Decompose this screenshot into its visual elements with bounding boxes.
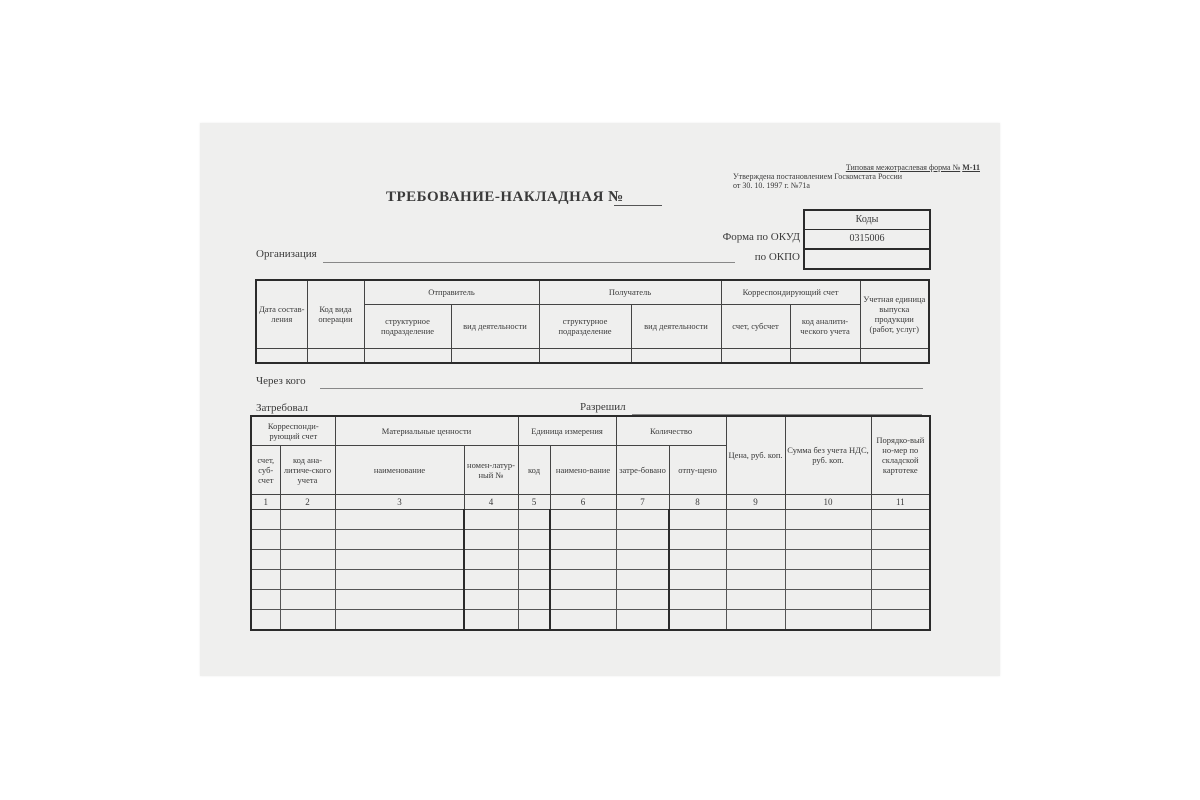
details-cell[interactable]: [451, 348, 539, 363]
col-card-no: Порядко-вый но-мер по складской картотеке: [871, 416, 930, 494]
material-cell[interactable]: [518, 549, 550, 569]
material-cell[interactable]: [785, 609, 871, 630]
material-row: [251, 549, 930, 569]
material-cell[interactable]: [550, 589, 616, 609]
material-cell[interactable]: [280, 589, 335, 609]
okud-label: Форма по ОКУД: [722, 231, 800, 243]
materials-rows: [251, 509, 930, 630]
form-type-caption: [785, 163, 980, 172]
column-numbers-row: [251, 494, 930, 509]
material-cell[interactable]: [280, 529, 335, 549]
receiver-struct-div: структурное подразделение: [539, 304, 631, 348]
material-cell[interactable]: [669, 549, 726, 569]
through-field[interactable]: [320, 387, 923, 389]
col-unit-measure: Единица измерения: [518, 416, 616, 445]
material-cell[interactable]: [726, 509, 785, 529]
material-cell[interactable]: [616, 569, 669, 589]
material-cell[interactable]: [550, 509, 616, 529]
material-cell[interactable]: [464, 609, 518, 630]
col-sender: Отправитель: [364, 280, 539, 304]
col-account: счет, суб-счет: [251, 445, 280, 494]
material-cell[interactable]: [335, 589, 464, 609]
material-cell[interactable]: [726, 529, 785, 549]
material-cell[interactable]: [669, 529, 726, 549]
material-cell[interactable]: [335, 509, 464, 529]
requested-label: Затребовал: [256, 402, 309, 414]
approval-line-2: от 30. 10. 1997 г. №71а: [733, 181, 810, 190]
col-corr-account: Корреспонди-рующий счет: [251, 416, 335, 445]
column-number: 5: [518, 494, 550, 509]
column-number: 1: [251, 494, 280, 509]
col-nomenclature: номен-латур-ный №: [464, 445, 518, 494]
col-code: код: [518, 445, 550, 494]
corr-analytic: код аналити-ческого учета: [790, 304, 860, 348]
col-requested: затре-бовано: [616, 445, 669, 494]
col-unit-name: наимено-вание: [550, 445, 616, 494]
material-cell[interactable]: [616, 589, 669, 609]
form-type-prefix: Типовая межотраслевая форма №: [845, 163, 961, 172]
okud-value[interactable]: 0315006: [849, 233, 885, 244]
column-number: 7: [616, 494, 669, 509]
column-number: 10: [785, 494, 871, 509]
material-cell[interactable]: [518, 589, 550, 609]
codes-header: Коды: [805, 211, 929, 230]
material-cell[interactable]: [669, 569, 726, 589]
col-price: Цена, руб. коп.: [726, 416, 785, 494]
material-cell[interactable]: [550, 529, 616, 549]
sender-struct-div: структурное подразделение: [364, 304, 451, 348]
material-cell[interactable]: [871, 589, 930, 609]
material-cell[interactable]: [464, 569, 518, 589]
material-cell[interactable]: [280, 569, 335, 589]
materials-table: [250, 415, 931, 631]
material-row: [251, 529, 930, 549]
material-cell[interactable]: [669, 509, 726, 529]
codes-box: [803, 209, 931, 270]
material-cell[interactable]: [785, 509, 871, 529]
material-row: [251, 609, 930, 630]
material-cell[interactable]: [335, 549, 464, 569]
material-cell[interactable]: [464, 509, 518, 529]
material-row: [251, 569, 930, 589]
material-cell[interactable]: [616, 549, 669, 569]
material-cell[interactable]: [785, 529, 871, 549]
document-number-field[interactable]: [614, 205, 662, 206]
col-date: Дата состав-ления: [256, 280, 307, 348]
material-cell[interactable]: [726, 549, 785, 569]
material-cell[interactable]: [785, 549, 871, 569]
document-details-table: [255, 279, 930, 364]
material-cell[interactable]: [550, 569, 616, 589]
document-title: ТРЕБОВАНИЕ-НАКЛАДНАЯ №: [386, 189, 624, 205]
details-cell[interactable]: [256, 348, 307, 363]
col-name: наименование: [335, 445, 464, 494]
material-cell[interactable]: [251, 569, 280, 589]
column-number: 11: [871, 494, 930, 509]
material-cell[interactable]: [280, 609, 335, 630]
column-number: 9: [726, 494, 785, 509]
okpo-value[interactable]: [805, 248, 929, 268]
material-cell[interactable]: [518, 569, 550, 589]
approval-line-1: Утверждена постановлением Госкомстата России: [733, 172, 903, 181]
material-cell[interactable]: [335, 569, 464, 589]
details-cell[interactable]: [860, 348, 929, 363]
material-cell[interactable]: [335, 609, 464, 630]
col-unit: Учетная единица выпуска продукции (работ, услуг): [860, 280, 929, 348]
material-cell[interactable]: [464, 529, 518, 549]
column-number: 8: [669, 494, 726, 509]
col-materials: Материальные ценности: [335, 416, 518, 445]
material-row: [251, 589, 930, 609]
col-op-code: Код вида операции: [307, 280, 364, 348]
material-cell[interactable]: [871, 529, 930, 549]
material-cell[interactable]: [616, 529, 669, 549]
material-cell[interactable]: [335, 529, 464, 549]
material-cell[interactable]: [251, 549, 280, 569]
okpo-label: по ОКПО: [754, 251, 800, 263]
form-sheet: [200, 123, 1000, 676]
material-cell[interactable]: [669, 609, 726, 630]
material-cell[interactable]: [785, 569, 871, 589]
material-cell[interactable]: [251, 589, 280, 609]
material-cell[interactable]: [464, 549, 518, 569]
material-cell[interactable]: [726, 569, 785, 589]
material-cell[interactable]: [251, 529, 280, 549]
material-cell[interactable]: [726, 589, 785, 609]
col-receiver: Получатель: [539, 280, 721, 304]
approval-note: [733, 172, 980, 190]
material-cell[interactable]: [669, 589, 726, 609]
material-cell[interactable]: [616, 609, 669, 630]
form-type-code: М-11: [962, 163, 980, 172]
col-quantity: Количество: [616, 416, 726, 445]
receiver-activity: вид деятельности: [631, 304, 721, 348]
material-cell[interactable]: [550, 549, 616, 569]
col-sum: Сумма без учета НДС, руб. коп.: [785, 416, 871, 494]
details-cell[interactable]: [539, 348, 631, 363]
col-corr-account: Корреспондирующий счет: [721, 280, 860, 304]
material-cell[interactable]: [871, 509, 930, 529]
material-cell[interactable]: [871, 549, 930, 569]
column-number: 3: [335, 494, 464, 509]
details-cell[interactable]: [790, 348, 860, 363]
details-cell[interactable]: [631, 348, 721, 363]
col-analytic: код ана-литиче-ского учета: [280, 445, 335, 494]
material-cell[interactable]: [616, 509, 669, 529]
details-cell[interactable]: [307, 348, 364, 363]
material-cell[interactable]: [871, 609, 930, 630]
material-cell[interactable]: [518, 609, 550, 630]
material-cell[interactable]: [464, 589, 518, 609]
material-cell[interactable]: [785, 589, 871, 609]
details-cell[interactable]: [721, 348, 790, 363]
material-cell[interactable]: [550, 609, 616, 630]
column-number: 4: [464, 494, 518, 509]
material-cell[interactable]: [518, 509, 550, 529]
material-cell[interactable]: [871, 569, 930, 589]
material-cell[interactable]: [280, 549, 335, 569]
details-cell[interactable]: [364, 348, 451, 363]
material-cell[interactable]: [251, 609, 280, 630]
organization-field[interactable]: [323, 261, 735, 263]
material-cell[interactable]: [726, 609, 785, 630]
details-data-row: [256, 348, 929, 363]
material-cell[interactable]: [280, 509, 335, 529]
through-label: Через кого: [256, 375, 306, 387]
sender-activity: вид деятельности: [451, 304, 539, 348]
col-released: отпу-щено: [669, 445, 726, 494]
material-cell[interactable]: [251, 509, 280, 529]
material-row: [251, 509, 930, 529]
column-number: 6: [550, 494, 616, 509]
material-cell[interactable]: [518, 529, 550, 549]
allowed-label: Разрешил: [580, 401, 626, 413]
corr-account-sub: счет, субсчет: [721, 304, 790, 348]
organization-label: Организация: [256, 248, 317, 260]
column-number: 2: [280, 494, 335, 509]
